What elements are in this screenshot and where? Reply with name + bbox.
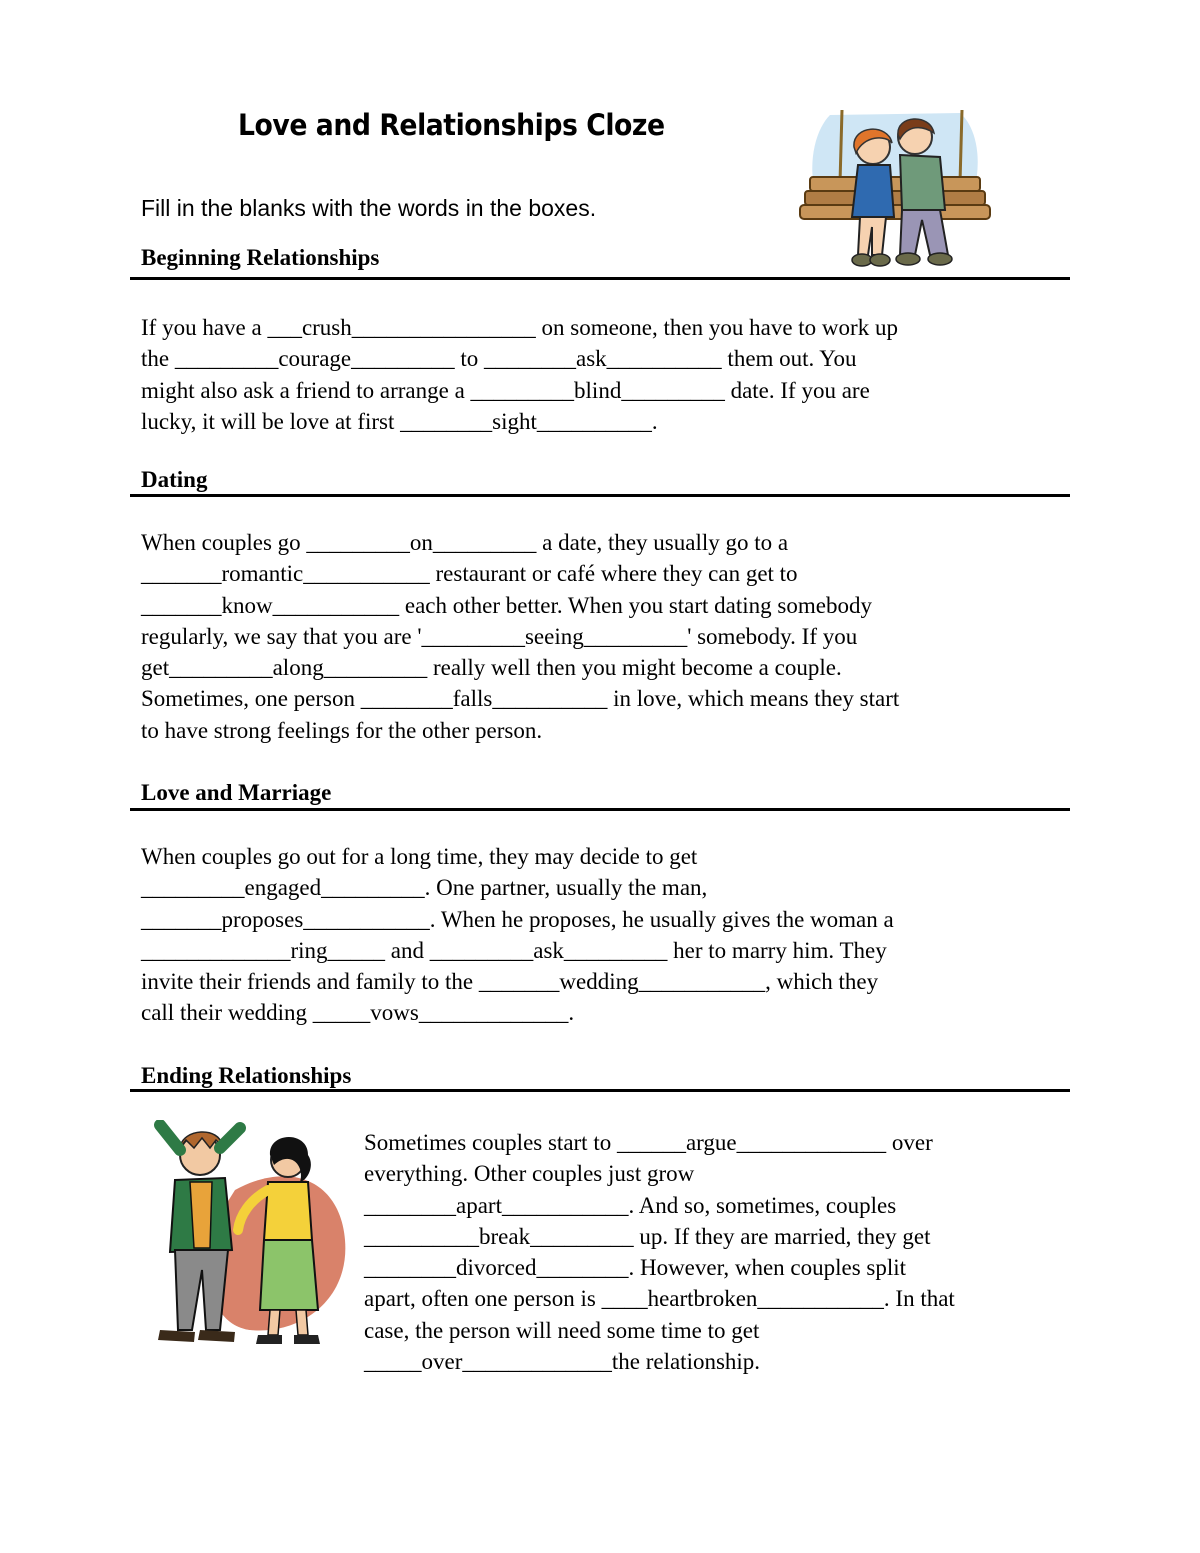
section-heading-beginning: Beginning Relationships [141,245,380,270]
section-divider [130,277,1070,280]
couple-on-swing-illustration [790,105,1000,275]
section-paragraph-marriage: When couples go out for a long time, they may decide to get _________engaged_________. One partner, usually the man, _______proposes___________. When he proposes, he usually gives the woman a _____________ring_____ and _________ask_________ her to marry him. They invite their friends and family to the _______wedding___________, which they call their wedding _____vows_____________. [141,844,894,1026]
section-divider [130,494,1070,497]
section-divider [130,808,1070,811]
section-divider [130,1089,1070,1092]
worksheet-title: Love and Relationships Cloze [238,108,665,142]
section-paragraph-dating: When couples go _________on_________ a date, they usually go to a _______romantic___________ restaurant or café where they can get to _______know___________ each other better. When you start dating somebody regularly, we say that you are '_________seeing_________' somebody. If you get_________along_________ really well then you might become a couple. Sometimes, one person ________falls__________ in love, which means they start to have strong feelings for the other person. [141,530,900,743]
section-paragraph-ending: Sometimes couples start to ______argue_____________ over everything. Other couples just grow ________apart___________. And so, sometimes, couples __________break_________ up. If they are married, they get ________divorced________. However, when couples split apart, often one person is ____heartbroken___________. In that case, the person will need some time to get _____over_____________the relationship. [364,1130,955,1375]
section-heading-ending: Ending Relationships [141,1063,352,1088]
instructions-text: Fill in the blanks with the words in the boxes. [141,195,597,221]
arguing-couple-illustration [140,1120,350,1350]
section-heading-dating: Dating [141,467,208,492]
section-heading-marriage: Love and Marriage [141,780,332,805]
section-paragraph-beginning: If you have a ___crush________________ on someone, then you have to work up the _________courage_________ to ________ask__________ them out. You might also ask a friend to arrange a _________blind_________ date. If you are lucky, it will be love at first ________sight__________. [141,315,898,434]
